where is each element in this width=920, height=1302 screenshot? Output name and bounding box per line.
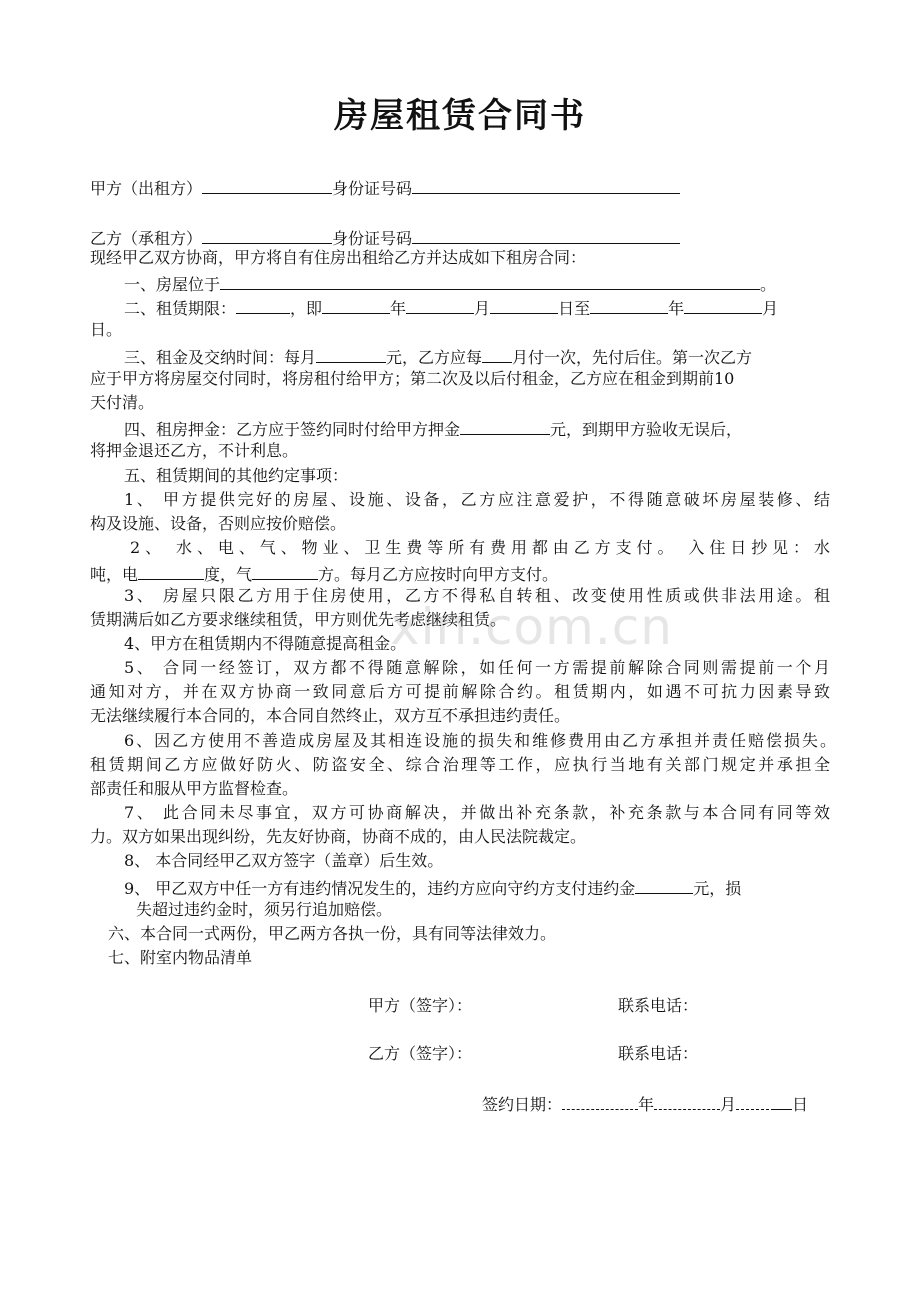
intro-text: 现经甲乙双方协商，甲方将自有住房出租给乙方并达成如下租房合同： — [90, 248, 587, 267]
clause-6: 六、本合同一式两份，甲乙两方各执一份，具有同等法律效力。 — [108, 924, 557, 943]
term-blank — [236, 296, 290, 314]
item-5-line-1: 5、 合同一经签订，双方都不得随意解除，如任何一方需提前解除合同则需提前一个月 — [124, 658, 830, 677]
item-3-line-2: 赁期满后如乙方要求继续租赁，甲方则优先考虑继续租赁。 — [90, 610, 507, 629]
item-9-line-2: 失超过违约金时，须另行追加赔偿。 — [136, 900, 393, 919]
date-day-blank-dashed — [736, 1095, 774, 1110]
electricity-reading-blank — [138, 562, 204, 580]
document-title: 房屋租赁合同书 — [334, 96, 586, 136]
party-a-id-label: 身份证号码 — [332, 179, 413, 198]
party-a-id-blank — [412, 176, 680, 194]
item-1-line-2: 构及设施、设备，否则应按价赔偿。 — [90, 514, 347, 533]
clause-3-yuan: 元，乙方应每 — [386, 348, 483, 367]
item-8-line-1: 8、 本合同经甲乙双方签字（盖章）后生效。 — [124, 851, 444, 870]
clause-1 — [124, 272, 776, 295]
item-5-line-2: 通知对方，并在双方协商一致同意后方可提前解除合约。租赁期内，如遇不可抗力因素导致 — [90, 682, 830, 701]
signing-date — [482, 1092, 808, 1115]
item-7-line-1: 7、 此合同未尽事宜，双方可协商解决，并做出补充条款，补充条款与本合同有同等效 — [124, 803, 830, 822]
clause-2-ji: ，即 — [290, 299, 323, 318]
party-a-signature-label: 甲方（签字）： — [368, 996, 473, 1015]
start-month-blank — [406, 296, 474, 314]
clause-2-month2: 月 — [762, 299, 779, 318]
address-blank — [220, 272, 760, 290]
party-b-label: 乙方（承租方） — [90, 229, 203, 248]
clause-4-prefix: 四、租房押金：乙方应于签约同时付给甲方押金 — [124, 420, 461, 439]
monthly-rent-blank — [316, 345, 386, 363]
end-year-blank — [590, 296, 668, 314]
item-6-line-1: 6、因乙方使用不善造成房屋及其相连设施的损失和维修费用由乙方承担并责任赔偿损失。 — [124, 731, 836, 750]
clause-2-end: 日。 — [90, 320, 123, 339]
party-b-id-label: 身份证号码 — [332, 229, 413, 248]
clause-3-line-2: 应于甲方将房屋交付同时，将房租付给甲方；第二次及以后付租金，乙方应在租金到期前10 — [90, 369, 735, 388]
deposit-blank — [460, 417, 550, 435]
pay-period-blank — [482, 345, 512, 363]
gas-reading-blank — [252, 562, 318, 580]
item-6-line-3: 部责任和服从甲方监督检查。 — [90, 779, 299, 798]
signing-date-label: 签约日期： — [482, 1095, 563, 1114]
clause-5-title: 五、租赁期间的其他约定事项： — [124, 466, 349, 485]
item-1-line-1: 1、 甲方提供完好的房屋、设施、设备，乙方应注意爱护，不得随意破坏房屋装修、结 — [124, 490, 830, 509]
party-a-name-blank — [202, 176, 332, 194]
item-2-rest: 方。每月乙方应按时向甲方支付。 — [318, 565, 559, 584]
item-9-line-1 — [124, 876, 741, 899]
date-year-blank — [562, 1095, 638, 1110]
clause-3-line-3: 天付清。 — [90, 393, 155, 412]
start-day-blank — [490, 296, 558, 314]
clause-1-end: 。 — [760, 275, 777, 294]
clause-4-line-1 — [124, 417, 742, 440]
date-month: 月 — [720, 1095, 737, 1114]
date-month-blank — [654, 1095, 720, 1110]
clause-1-text: 一、房屋位于 — [124, 275, 221, 294]
start-year-blank — [322, 296, 390, 314]
clause-3-line-1 — [124, 345, 752, 368]
party-a-phone-label: 联系电话： — [618, 996, 699, 1015]
party-b-id-blank — [412, 226, 680, 244]
party-b-name-blank — [202, 226, 332, 244]
party-b-phone-label: 联系电话： — [618, 1044, 699, 1063]
clause-2-year: 年 — [390, 299, 407, 318]
date-day: 日 — [792, 1095, 809, 1114]
item-2-line-2 — [90, 562, 558, 585]
clause-2-year2: 年 — [668, 299, 685, 318]
party-a-label: 甲方（出租方） — [90, 179, 203, 198]
clause-3-prefix: 三、租金及交纳时间：每月 — [124, 348, 317, 367]
clause-7: 七、附室内物品清单 — [108, 948, 253, 967]
date-day-blank — [774, 1092, 792, 1110]
item-6-line-2: 租赁期间乙方应做好防火、防盗安全、综合治理等工作，应执行当地有关部门规定并承担全 — [90, 755, 830, 774]
date-year: 年 — [638, 1095, 655, 1114]
watermark: xin.com.cn — [390, 598, 673, 656]
item-9-text-end: 元，损 — [693, 879, 742, 898]
item-3-line-1: 3、 房屋只限乙方用于住房使用，乙方不得私自转租、改变使用性质或供非法用途。租 — [124, 586, 830, 605]
item-2-line-1: 2、 水、电、气、物业、卫生费等所有费用都由乙方支付。 入住日抄见：水 — [130, 538, 830, 557]
item-2-elec-unit: 度，气 — [204, 565, 253, 584]
end-month-blank — [684, 296, 762, 314]
clause-4-line-2: 将押金退还乙方，不计利息。 — [90, 441, 299, 460]
item-2-water-unit: 吨，电 — [90, 565, 139, 584]
item-5-line-3: 无法继续履行本合同的，本合同自然终止，双方互不承担违约责任。 — [90, 706, 571, 725]
party-b-line — [90, 226, 680, 249]
clause-2 — [124, 296, 778, 319]
item-7-line-2: 力。双方如果出现纠纷，先友好协商，协商不成的，由人民法院裁定。 — [90, 827, 587, 846]
item-9-text: 9、 甲乙双方中任一方有违约情况发生的，违约方应向守约方支付违约金 — [124, 879, 636, 898]
party-b-signature-label: 乙方（签字）： — [368, 1044, 473, 1063]
clause-4-rest: 元，到期甲方验收无误后， — [550, 420, 743, 439]
party-a-line — [90, 176, 680, 199]
clause-2-prefix: 二、租赁期限： — [124, 299, 237, 318]
clause-3-rest: 月付一次，先付后住。第一次乙方 — [512, 348, 753, 367]
clause-2-day-to: 日至 — [558, 299, 591, 318]
item-4-line-1: 4、甲方在租赁期内不得随意提高租金。 — [124, 634, 407, 653]
penalty-blank — [635, 876, 693, 894]
clause-2-month: 月 — [474, 299, 491, 318]
